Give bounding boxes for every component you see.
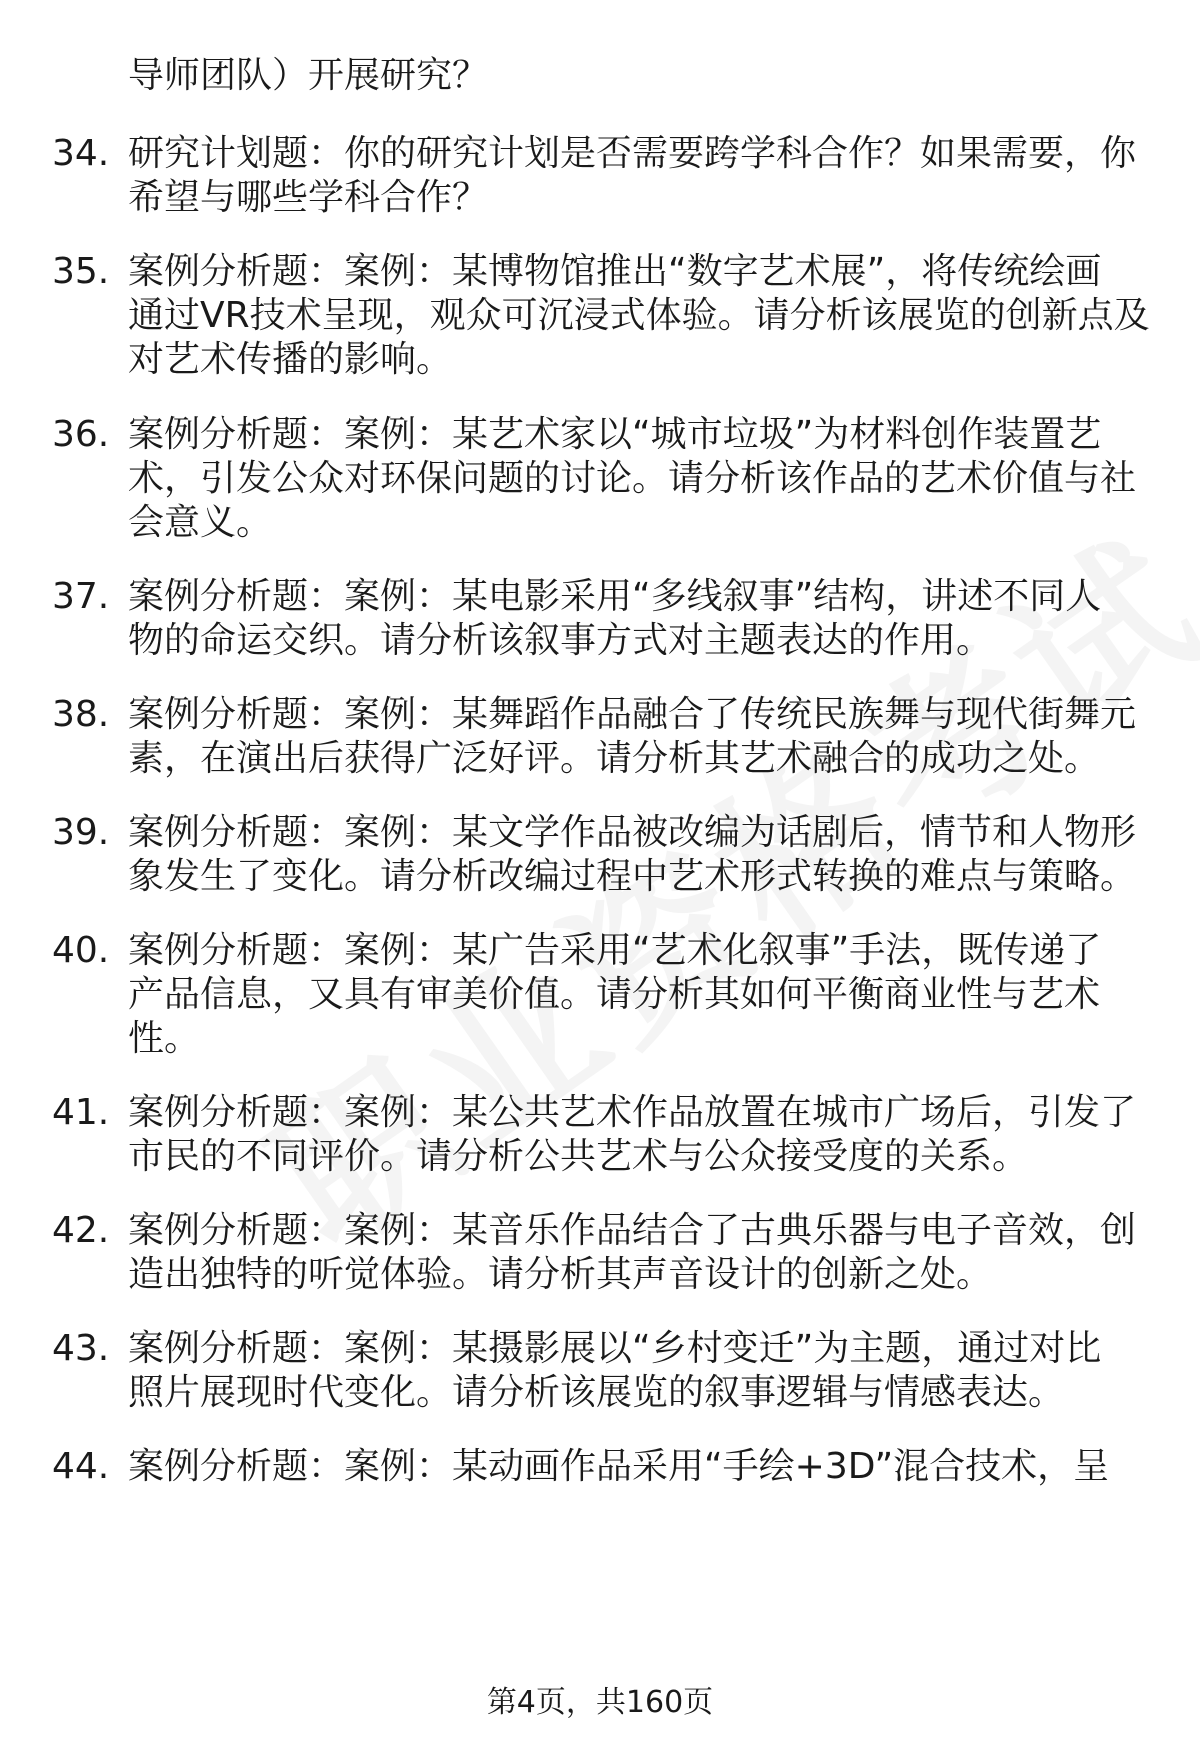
- question-text: 对艺术传播的影响。: [128, 339, 453, 380]
- question-text: 案例分析题：案例：某广告采用“艺术化叙事”手法，既传递了: [128, 930, 1102, 971]
- question-text: 通过VR技术呈现，观众可沉浸式体验。请分析该展览的创新点及: [128, 295, 1150, 336]
- question-number: 37.: [52, 576, 110, 617]
- question-text: 案例分析题：案例：某公共艺术作品放置在城市广场后，引发了: [128, 1092, 1137, 1133]
- question-number: 42.: [52, 1210, 110, 1251]
- question-text: 希望与哪些学科合作？: [128, 177, 489, 218]
- question-text: 案例分析题：案例：某音乐作品结合了古典乐器与电子音效，创: [128, 1210, 1137, 1251]
- question-text: 造出独特的听觉体验。请分析其声音设计的创新之处。: [128, 1254, 993, 1295]
- question-text: 素，在演出后获得广泛好评。请分析其艺术融合的成功之处。: [128, 738, 1101, 779]
- question-text: 案例分析题：案例：某电影采用“多线叙事”结构，讲述不同人: [128, 576, 1102, 617]
- question-text: 术，引发公众对环保问题的讨论。请分析该作品的艺术价值与社: [128, 458, 1137, 499]
- question-text: 案例分析题：案例：某艺术家以“城市垃圾”为材料创作装置艺: [128, 414, 1102, 455]
- question-text: 物的命运交织。请分析该叙事方式对主题表达的作用。: [128, 620, 993, 661]
- question-text: 案例分析题：案例：某舞蹈作品融合了传统民族舞与现代街舞元: [128, 694, 1137, 735]
- question-number: 43.: [52, 1328, 110, 1369]
- question-number: 35.: [52, 251, 110, 292]
- question-text: 象发生了变化。请分析改编过程中艺术形式转换的难点与策略。: [128, 856, 1137, 897]
- question-number: 40.: [52, 930, 110, 971]
- question-text: 研究计划题：你的研究计划是否需要跨学科合作？如果需要，你: [128, 133, 1137, 174]
- question-number: 39.: [52, 812, 110, 853]
- question-number: 34.: [52, 133, 110, 174]
- question-number: 36.: [52, 414, 110, 455]
- question-text: 性。: [128, 1018, 201, 1059]
- question-text: 市民的不同评价。请分析公共艺术与公众接受度的关系。: [128, 1136, 1029, 1177]
- question-text: 案例分析题：案例：某文学作品被改编为话剧后，情节和人物形: [128, 812, 1137, 853]
- question-text: 产品信息，又具有审美价值。请分析其如何平衡商业性与艺术: [128, 974, 1101, 1015]
- question-text: 案例分析题：案例：某博物馆推出“数字艺术展”，将传统绘画: [128, 251, 1102, 292]
- question-number: 44.: [52, 1446, 110, 1487]
- question-text: 会意义。: [128, 502, 273, 543]
- question-number: 38.: [52, 694, 110, 735]
- question-text: 照片展现时代变化。请分析该展览的叙事逻辑与情感表达。: [128, 1372, 1065, 1413]
- continuation-line: 导师团队）开展研究？: [128, 55, 489, 96]
- question-number: 41.: [52, 1092, 110, 1133]
- question-text: 案例分析题：案例：某摄影展以“乡村变迁”为主题，通过对比: [128, 1328, 1102, 1369]
- page-footer: 第4页，共160页: [486, 1685, 714, 1720]
- question-text: 案例分析题：案例：某动画作品采用“手绘+3D”混合技术，呈: [128, 1446, 1110, 1487]
